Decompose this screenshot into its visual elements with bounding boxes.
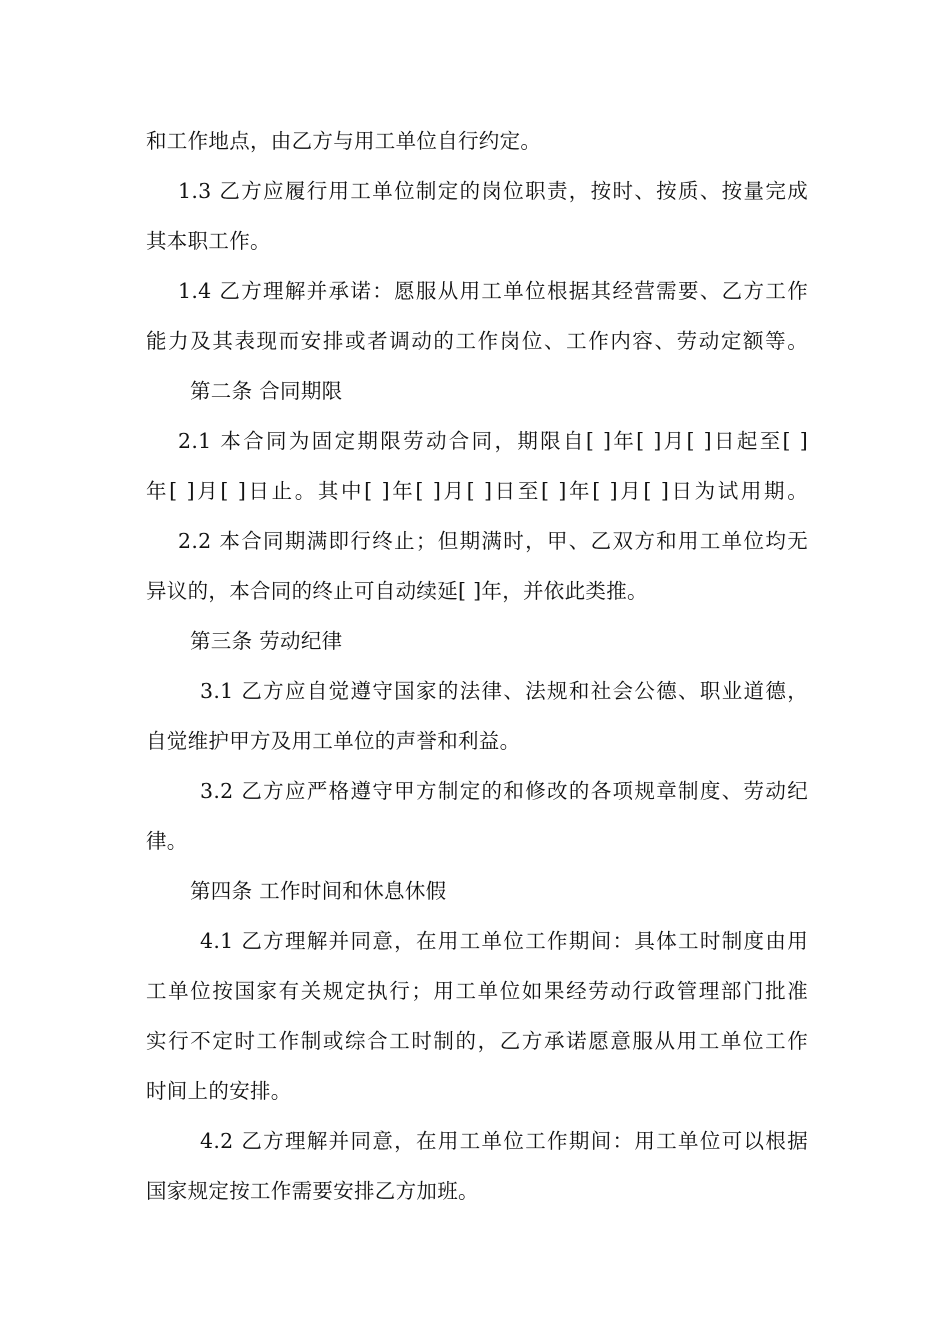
clause-4-1-line-2: 工单位按国家有关规定执行；用工单位如果经劳动行政管理部门批准 (146, 979, 808, 1003)
clause-4-1-line-4: 时间上的安排。 (146, 1079, 292, 1103)
article-2-heading: 第二条 合同期限 (190, 379, 343, 403)
article-3-heading: 第三条 劳动纪律 (190, 629, 343, 653)
clause-4-2-line-2: 国家规定按工作需要安排乙方加班。 (146, 1179, 479, 1203)
clause-3-2-line-1: 3.2 乙方应严格遵守甲方制定的和修改的各项规章制度、劳动纪 (200, 779, 808, 803)
clause-3-2-line-2: 律。 (146, 829, 188, 853)
clause-1-3-line-2: 其本职工作。 (146, 229, 271, 253)
clause-2-1-line-1: 2.1 本合同为固定期限劳动合同，期限自[ ]年[ ]月[ ]日起至[ ] (178, 429, 808, 453)
clause-2-2-line-1: 2.2 本合同期满即行终止；但期满时，甲、乙双方和用工单位均无 (178, 529, 808, 553)
clause-4-2-line-1: 4.2 乙方理解并同意，在用工单位工作期间：用工单位可以根据 (200, 1129, 808, 1153)
clause-4-1-line-1: 4.1 乙方理解并同意，在用工单位工作期间：具体工时制度由用 (200, 929, 808, 953)
clause-3-1-line-1: 3.1 乙方应自觉遵守国家的法律、法规和社会公德、职业道德， (200, 679, 808, 703)
clause-2-1-line-2: 年[ ]月[ ]日止。其中[ ]年[ ]月[ ]日至[ ]年[ ]月[ ]日为试用期。 (146, 479, 808, 503)
article-4-heading: 第四条 工作时间和休息休假 (190, 879, 447, 903)
clause-4-1-line-3: 实行不定时工作制或综合工时制的，乙方承诺愿意服从用工单位工作 (146, 1029, 808, 1053)
clause-1-4-line-2: 能力及其表现而安排或者调动的工作岗位、工作内容、劳动定额等。 (146, 329, 808, 353)
clause-1-4-line-1: 1.4 乙方理解并承诺：愿服从用工单位根据其经营需要、乙方工作 (178, 279, 808, 303)
clause-2-2-line-2: 异议的，本合同的终止可自动续延[ ]年，并依此类推。 (146, 579, 648, 603)
clause-1-3-line-1: 1.3 乙方应履行用工单位制定的岗位职责，按时、按质、按量完成 (178, 179, 808, 203)
text-line-1: 和工作地点，由乙方与用工单位自行约定。 (146, 129, 542, 153)
clause-3-1-line-2: 自觉维护甲方及用工单位的声誉和利益。 (146, 729, 521, 753)
